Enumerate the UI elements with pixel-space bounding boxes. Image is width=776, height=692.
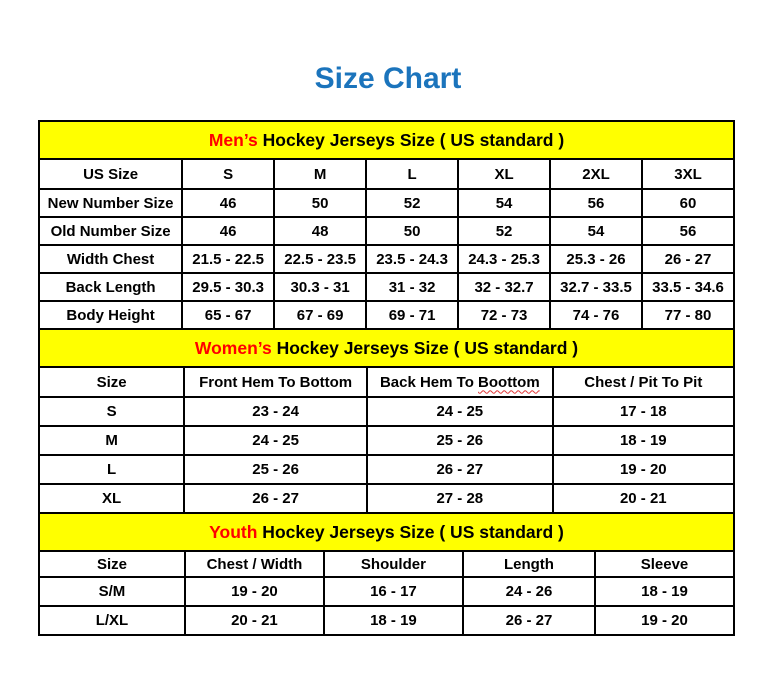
mens-column-header: L (366, 159, 458, 189)
mens-table-cell: Back Length (39, 273, 182, 301)
youth-column-header: Chest / Width (185, 551, 324, 577)
womens-banner-row (39, 329, 734, 367)
youth-table-cell: 26 - 27 (463, 606, 595, 635)
mens-table-row (39, 273, 734, 301)
youth-table-cell: S/M (39, 577, 185, 606)
youth-header-row (39, 551, 734, 577)
mens-table-cell: 69 - 71 (366, 301, 458, 329)
mens-table-cell: 26 - 27 (642, 245, 734, 273)
mens-banner-highlight: Men’s (208, 129, 258, 150)
womens-column-header: Size (39, 367, 184, 397)
mens-table-cell: 50 (274, 189, 366, 217)
womens-table-row (39, 484, 734, 513)
mens-table-row (39, 245, 734, 273)
womens-table-cell: 26 - 27 (184, 484, 367, 513)
size-tables (38, 120, 735, 636)
mens-table-cell: 32.7 - 33.5 (550, 273, 642, 301)
mens-table-cell: 52 (458, 217, 550, 245)
womens-table-cell: 25 - 26 (184, 455, 367, 484)
youth-size-table (38, 512, 735, 636)
womens-table-cell: 19 - 20 (553, 455, 734, 484)
youth-table-cell: 18 - 19 (324, 606, 463, 635)
mens-table-cell: 33.5 - 34.6 (642, 273, 734, 301)
youth-column-header: Length (463, 551, 595, 577)
womens-table-cell: 25 - 26 (367, 426, 553, 455)
womens-banner: Women’s Hockey Jerseys Size ( US standard ) (39, 329, 734, 367)
mens-header-row (39, 159, 734, 189)
mens-banner-row (39, 121, 734, 159)
mens-size-table (38, 120, 735, 330)
mens-table-cell: 65 - 67 (182, 301, 274, 329)
womens-table-cell: 18 - 19 (553, 426, 734, 455)
mens-table-cell: 56 (550, 189, 642, 217)
womens-table-cell: M (39, 426, 184, 455)
mens-table-cell: Old Number Size (39, 217, 182, 245)
womens-table-cell: XL (39, 484, 184, 513)
mens-column-header: 3XL (642, 159, 734, 189)
mens-table-row (39, 189, 734, 217)
youth-banner-row (39, 513, 734, 551)
youth-table-cell: 24 - 26 (463, 577, 595, 606)
mens-table-cell: 77 - 80 (642, 301, 734, 329)
mens-table-cell: 23.5 - 24.3 (366, 245, 458, 273)
womens-table-row (39, 397, 734, 426)
womens-table-cell: 24 - 25 (184, 426, 367, 455)
womens-table-cell: 17 - 18 (553, 397, 734, 426)
mens-column-header: M (274, 159, 366, 189)
youth-table-cell: 19 - 20 (595, 606, 734, 635)
womens-table-cell: 24 - 25 (367, 397, 553, 426)
mens-banner: Men’s Hockey Jerseys Size ( US standard ) (39, 121, 734, 159)
womens-column-header: Chest / Pit To Pit (553, 367, 734, 397)
youth-table-cell: 16 - 17 (324, 577, 463, 606)
womens-table-cell: 27 - 28 (367, 484, 553, 513)
womens-banner-highlight: Women’s (194, 337, 272, 358)
mens-table-cell: 32 - 32.7 (458, 273, 550, 301)
youth-table-cell: L/XL (39, 606, 185, 635)
mens-table-cell: 72 - 73 (458, 301, 550, 329)
mens-table-cell: 24.3 - 25.3 (458, 245, 550, 273)
mens-column-header: XL (458, 159, 550, 189)
mens-table-cell: 46 (182, 189, 274, 217)
womens-table-cell: 23 - 24 (184, 397, 367, 426)
mens-table-cell: 54 (550, 217, 642, 245)
youth-table-cell: 19 - 20 (185, 577, 324, 606)
mens-table-cell: 50 (366, 217, 458, 245)
womens-table-cell: 26 - 27 (367, 455, 553, 484)
mens-table-cell: 29.5 - 30.3 (182, 273, 274, 301)
womens-table-row (39, 455, 734, 484)
mens-table-row (39, 301, 734, 329)
womens-size-table (38, 328, 735, 514)
mens-table-cell: 30.3 - 31 (274, 273, 366, 301)
mens-table-cell: 21.5 - 22.5 (182, 245, 274, 273)
mens-column-header: 2XL (550, 159, 642, 189)
womens-table-cell: L (39, 455, 184, 484)
mens-table-cell: 67 - 69 (274, 301, 366, 329)
youth-column-header: Size (39, 551, 185, 577)
womens-column-header: Back Hem To Boottom (367, 367, 553, 397)
mens-column-header: S (182, 159, 274, 189)
mens-table-cell: 22.5 - 23.5 (274, 245, 366, 273)
mens-table-cell: 60 (642, 189, 734, 217)
womens-table-cell: 20 - 21 (553, 484, 734, 513)
mens-table-cell: New Number Size (39, 189, 182, 217)
mens-table-cell: 25.3 - 26 (550, 245, 642, 273)
womens-table-row (39, 426, 734, 455)
mens-table-cell: 74 - 76 (550, 301, 642, 329)
mens-column-header: US Size (39, 159, 182, 189)
youth-column-header: Shoulder (324, 551, 463, 577)
womens-column-header: Front Hem To Bottom (184, 367, 367, 397)
youth-banner: Youth Hockey Jerseys Size ( US standard ) (39, 513, 734, 551)
page-title: Size Chart (314, 62, 462, 95)
mens-table-cell: 31 - 32 (366, 273, 458, 301)
mens-table-cell: 52 (366, 189, 458, 217)
youth-table-row (39, 577, 734, 606)
youth-table-row (39, 606, 734, 635)
womens-header-row (39, 367, 734, 397)
youth-table-cell: 20 - 21 (185, 606, 324, 635)
mens-table-cell: 56 (642, 217, 734, 245)
mens-table-cell: 48 (274, 217, 366, 245)
mens-table-row (39, 217, 734, 245)
womens-column-header-misspelled-word: Boottom (478, 373, 540, 391)
youth-table-cell: 18 - 19 (595, 577, 734, 606)
mens-table-cell: 54 (458, 189, 550, 217)
womens-table-cell: S (39, 397, 184, 426)
mens-table-cell: 46 (182, 217, 274, 245)
youth-banner-highlight: Youth (209, 521, 258, 542)
mens-table-cell: Width Chest (39, 245, 182, 273)
mens-table-cell: Body Height (39, 301, 182, 329)
youth-column-header: Sleeve (595, 551, 734, 577)
